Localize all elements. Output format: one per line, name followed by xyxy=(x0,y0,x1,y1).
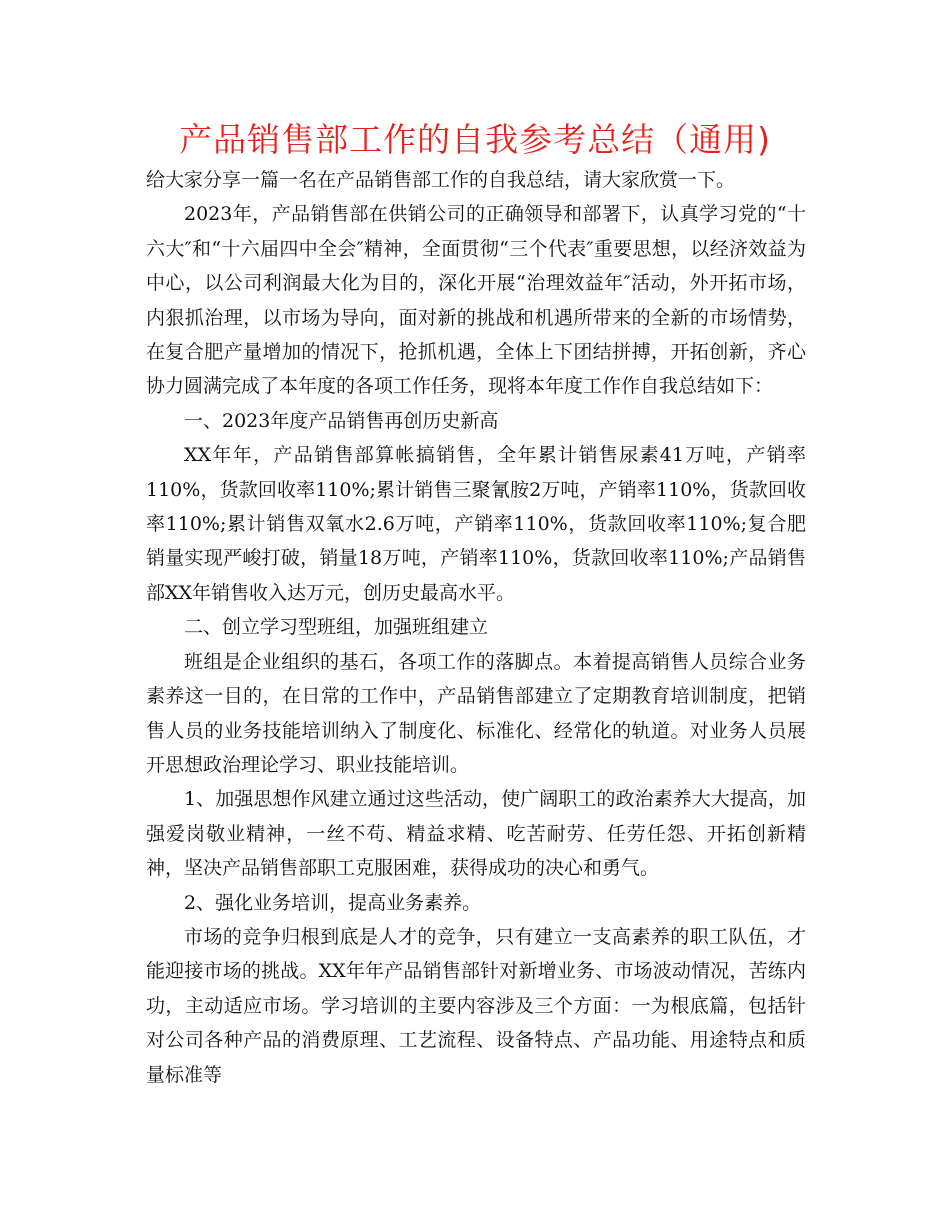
item-1-paragraph: 1、加强思想作风建立通过这些活动，使广阔职工的政治素养大大提高，加强爱岗敬业精神，一丝不苟、精益求精、吃苦耐劳、任劳任怨、开拓创新精神，坚决产品销售部职工克服困难，获得成功的决心和勇气。 xyxy=(146,788,806,880)
document-title: 产品销售部工作的自我参考总结（通用) xyxy=(179,120,771,159)
sales-results-paragraph: XX年年，产品销售部算帐搞销售，全年累计销售尿素41万吨，产销率110%，货款回收率110%;累计销售三聚氰胺2万吨，产销率110%，货款回收率110%;累计销售双氧水2.6万吨，产销率110%，货款回收率110%;复合肥销量实现严峻打破，销量18万吨，产销率110%，货款回收率110%;产品销售部XX年销售收入达万元，创历史最高水平。 xyxy=(146,444,806,604)
overview-paragraph: 2023年，产品销售部在供销公司的正确领导和部署下，认真学习党的“十六大″和“十六届四中全会″精神，全面贯彻“三个代表″重要思想，以经济效益为中心，以公司利润最大化为目的，深化开展“治理效益年″活动，外开拓市场，内狠抓治理，以市场为导向，面对新的挑战和机遇所带来的全新的市场情势，在复合肥产量增加的情况下，抢抓机遇，全体上下团结拼搏，开拓创新，齐心协力圆满完成了本年度的各项工作任务，现将本年度工作作自我总结如下： xyxy=(146,203,806,398)
training-paragraph: 市场的竞争归根到底是人才的竞争，只有建立一支高素养的职工队伍，才能迎接市场的挑战。XX年年产品销售部针对新增业务、市场波动情况，苦练内功，主动适应市场。学习培训的主要内容涉及三个方面：一为根底篇，包括针对公司各种产品的消费原理、工艺流程、设备特点、产品功能、用途特点和质量标准等 xyxy=(146,925,806,1086)
section-heading-2: 二、创立学习型班组，加强班组建立 xyxy=(184,616,489,639)
section-heading-1: 一、2023年度产品销售再创历史新高 xyxy=(184,409,499,432)
team-building-paragraph: 班组是企业组织的基石，各项工作的落脚点。本着提高销售人员综合业务素养这一目的，在日常的工作中，产品销售部建立了定期教育培训制度，把销售人员的业务技能培训纳入了制度化、标准化、经常化的轨道。对业务人员展开思想政治理论学习、职业技能培训。 xyxy=(146,650,806,776)
document-body xyxy=(146,163,806,1092)
intro-paragraph: 给大家分享一篇一名在产品销售部工作的自我总结，请大家欣赏一下。 xyxy=(146,169,736,191)
item-2-heading: 2、强化业务培训，提高业务素养。 xyxy=(184,891,482,914)
